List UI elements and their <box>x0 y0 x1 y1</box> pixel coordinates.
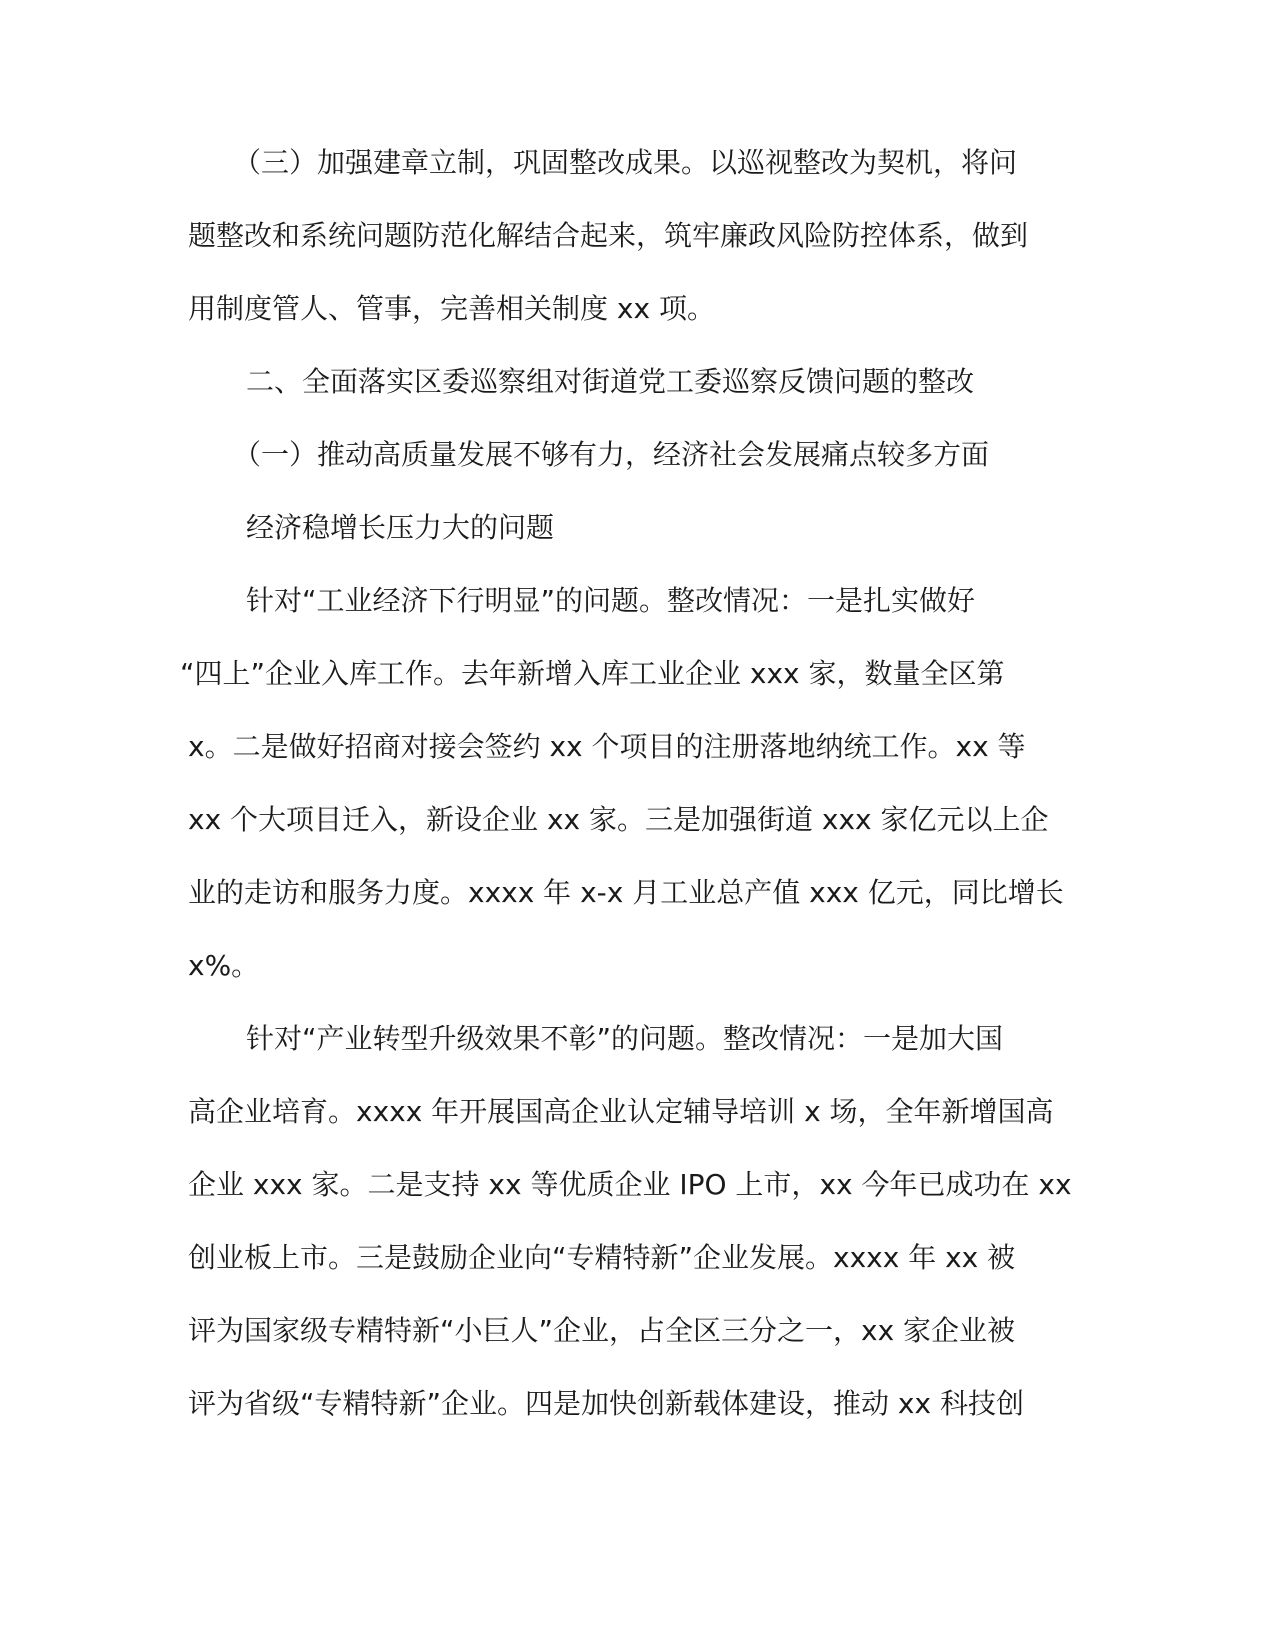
section-heading: 二、全面落实区委巡察组对街道党工委巡察反馈问题的整改 <box>246 365 975 398</box>
paragraph-line: 创业板上市。三是鼓励企业向“专精特新”企业发展。xxxx 年 xx 被 <box>188 1241 1016 1274</box>
paragraph-line: x。二是做好招商对接会签约 xx 个项目的注册落地纳统工作。xx 等 <box>188 730 1026 763</box>
paragraph-line: （三）加强建章立制，巩固整改成果。以巡视整改为契机，将问 <box>233 146 1018 179</box>
paragraph-line: 业的走访和服务力度。xxxx 年 x-x 月工业总产值 xxx 亿元，同比增长 <box>188 876 1064 909</box>
paragraph-line: 题整改和系统问题防范化解结合起来，筑牢廉政风险防控体系，做到 <box>188 219 1029 252</box>
paragraph-line: 评为国家级专精特新“小巨人”企业，占全区三分之一，xx 家企业被 <box>188 1314 1016 1347</box>
paragraph-line: 针对“产业转型升级效果不彰”的问题。整改情况：一是加大国 <box>246 1022 1004 1055</box>
subsection-heading: （一）推动高质量发展不够有力，经济社会发展痛点较多方面 <box>233 438 990 471</box>
paragraph-line: 评为省级“专精特新”企业。四是加快创新载体建设，推动 xx 科技创 <box>188 1387 1024 1420</box>
paragraph-line: 高企业培育。xxxx 年开展国高企业认定辅导培训 x 场，全年新增国高 <box>188 1095 1054 1128</box>
paragraph-line: 针对“工业经济下行明显”的问题。整改情况：一是扎实做好 <box>246 584 976 617</box>
paragraph-line: x%。 <box>188 949 260 982</box>
paragraph-line: 企业 xxx 家。二是支持 xx 等优质企业 IPO 上市，xx 今年已成功在 xx <box>188 1168 1072 1201</box>
paragraph-line: “四上”企业入库工作。去年新增入库工业企业 xxx 家，数量全区第 <box>180 657 1005 690</box>
paragraph-line: 用制度管人、管事，完善相关制度 xx 项。 <box>188 292 715 325</box>
topic-heading: 经济稳增长压力大的问题 <box>246 511 555 544</box>
paragraph-line: xx 个大项目迁入，新设企业 xx 家。三是加强街道 xxx 家亿元以上企 <box>188 803 1049 836</box>
